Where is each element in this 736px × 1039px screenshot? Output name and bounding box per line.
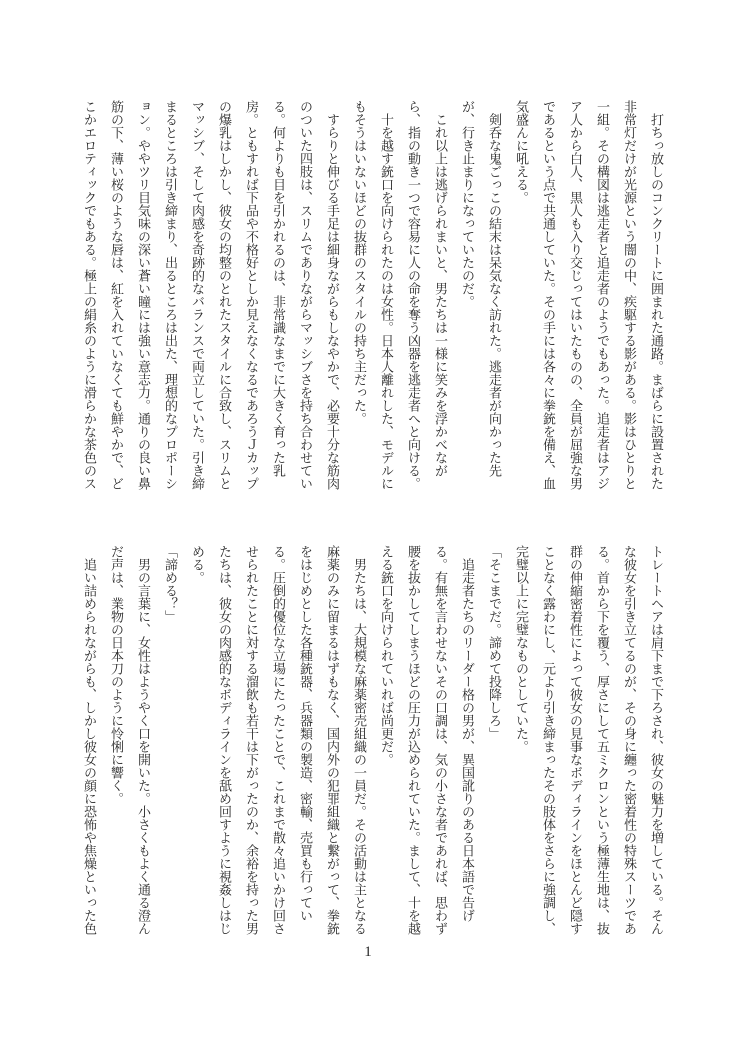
text-column: たちは、彼女の肉感的なボディラインを舐め回すように視姦しはじ <box>217 545 232 935</box>
text-column: 男の言葉に、女性はようやく口を開いた。小さくもよく通る澄ん <box>136 545 151 935</box>
text-column: 完璧以上に完璧なものとしていた。 <box>514 545 529 753</box>
text-column: 気盛んに吼える。 <box>514 100 529 204</box>
text-column: る。有無を言わせないその口調は、気の小さな者であれば、思わず <box>433 545 448 935</box>
text-column: もそうはいないほどの抜群のスタイルの持ち主だった。 <box>352 100 367 425</box>
text-column: める。 <box>190 545 205 584</box>
text-column: 腰を抜かしてしまうほどの圧力が込められていた。まして、十を越 <box>406 545 421 935</box>
text-column: 「諦める？」 <box>163 545 178 623</box>
text-column: これ以上は逃げられまいと、男たちは一様に笑みを浮かべなが <box>433 100 448 477</box>
page-number: 1 <box>364 944 372 960</box>
text-column: 「そこまでだ。諦めて投降しろ」 <box>487 545 502 740</box>
text-column: る。首から下を覆う、厚さにして五ミクロンという極薄生地は、抜 <box>595 545 610 935</box>
text-column: せられたことに対する溜飲も若干は下がったのか、余裕を持った男 <box>244 545 259 935</box>
text-column: える銃口を向けられていれば尚更だ。 <box>379 545 394 766</box>
text-column: る。圧倒的優位な立場にたったことで、これまで散々追いかけ回さ <box>271 545 286 935</box>
text-column: ら、指の動き一つで容易に人の命を奪う凶器を逃走者へと向ける。 <box>406 100 421 490</box>
text-column: マッシブ、そして肉感を奇跡的なバランスで両立していた。引き締 <box>190 100 205 490</box>
text-column: 剣呑な鬼ごっこの結末は呆気なく訪れた。逃走者が向かった先 <box>487 100 502 477</box>
text-block-top <box>72 100 670 496</box>
text-column: 非常灯だけが光源という闇の中、疾駆する影がある。影はひとりと <box>622 100 637 490</box>
text-column: のついた四肢は、スリムでありながらマッシブさを持ち合わせてい <box>298 100 313 490</box>
text-column: が、行き止まりになっていたのだ。 <box>460 100 475 308</box>
text-column: 十を越す銃口を向けられたのは女性。日本人離れした、モデルに <box>379 100 394 490</box>
text-column: をはじめとした各種銃器、兵器類の製造、密輸、売買も行ってい <box>298 545 313 922</box>
text-column: こかエロティックでもある。極上の絹糸のように滑らかな茶色のス <box>82 100 97 490</box>
text-column: 追走者たちのリーダー格の男が、異国訛りのある日本語で告げ <box>460 545 475 922</box>
text-column: トレートヘアは肩下まで下ろされ、彼女の魅力を増している。そん <box>649 545 664 935</box>
text-column: 群の伸縮密着性によって彼女の見事なボディラインをほとんど隠す <box>568 545 583 935</box>
text-column: 麻薬のみに留まるはずもなく、国内外の犯罪組織と繋がって、拳銃 <box>325 545 340 935</box>
text-column: ことなく露わにし、元より引き締まったその肢体をさらに強調し、 <box>541 545 556 935</box>
text-column: 打ちっ放しのコンクリートに囲まれた通路。まばらに設置された <box>649 100 664 490</box>
text-column: まるところは引き締まり、出るところは出た、理想的なプロポーシ <box>163 100 178 490</box>
text-column: 一組。その構図は逃走者と追走者のようでもあった。追走者はアジ <box>595 100 610 490</box>
text-column: の爆乳はしかし、彼女の均整のとれたスタイルに合致し、スリムと <box>217 100 232 490</box>
text-column: 筋の下、薄い桜のような唇は、紅を入れていなくても鮮やかで、ど <box>109 100 124 490</box>
text-column: 追い詰められながらも、しかし彼女の顔に恐怖や焦燥といった色 <box>82 545 97 935</box>
text-column: 房。ともすれば下品や不格好としか見えなくなるであろうＪカップ <box>244 100 259 490</box>
text-column: ョン。ややツリ目気味の深い蒼い瞳には強い意志力。通りの良い鼻 <box>136 100 151 490</box>
text-column: な彼女を引き立てるのが、その身に纏った密着性の特殊スーツであ <box>622 545 637 935</box>
text-block-bottom <box>72 545 670 941</box>
text-column: ア人から白人、黒人も入り交じってはいたものの、全員が屈強な男 <box>568 100 583 490</box>
text-column: だ声は、業物の日本刀のように怜悧に響く。 <box>109 545 124 805</box>
text-column: る。何よりも目を引かれるのは、非常識なまでに大きく育った乳 <box>271 100 286 477</box>
text-column: すらりと伸びる手足は細身ながらもしなやかで、必要十分な筋肉 <box>325 100 340 490</box>
text-column: であるという点で共通していた。その手には各々に拳銃を備え、血 <box>541 100 556 490</box>
text-column: 男たちは、大規模な麻薬密売組織の一員だ。その活動は主となる <box>352 545 367 935</box>
